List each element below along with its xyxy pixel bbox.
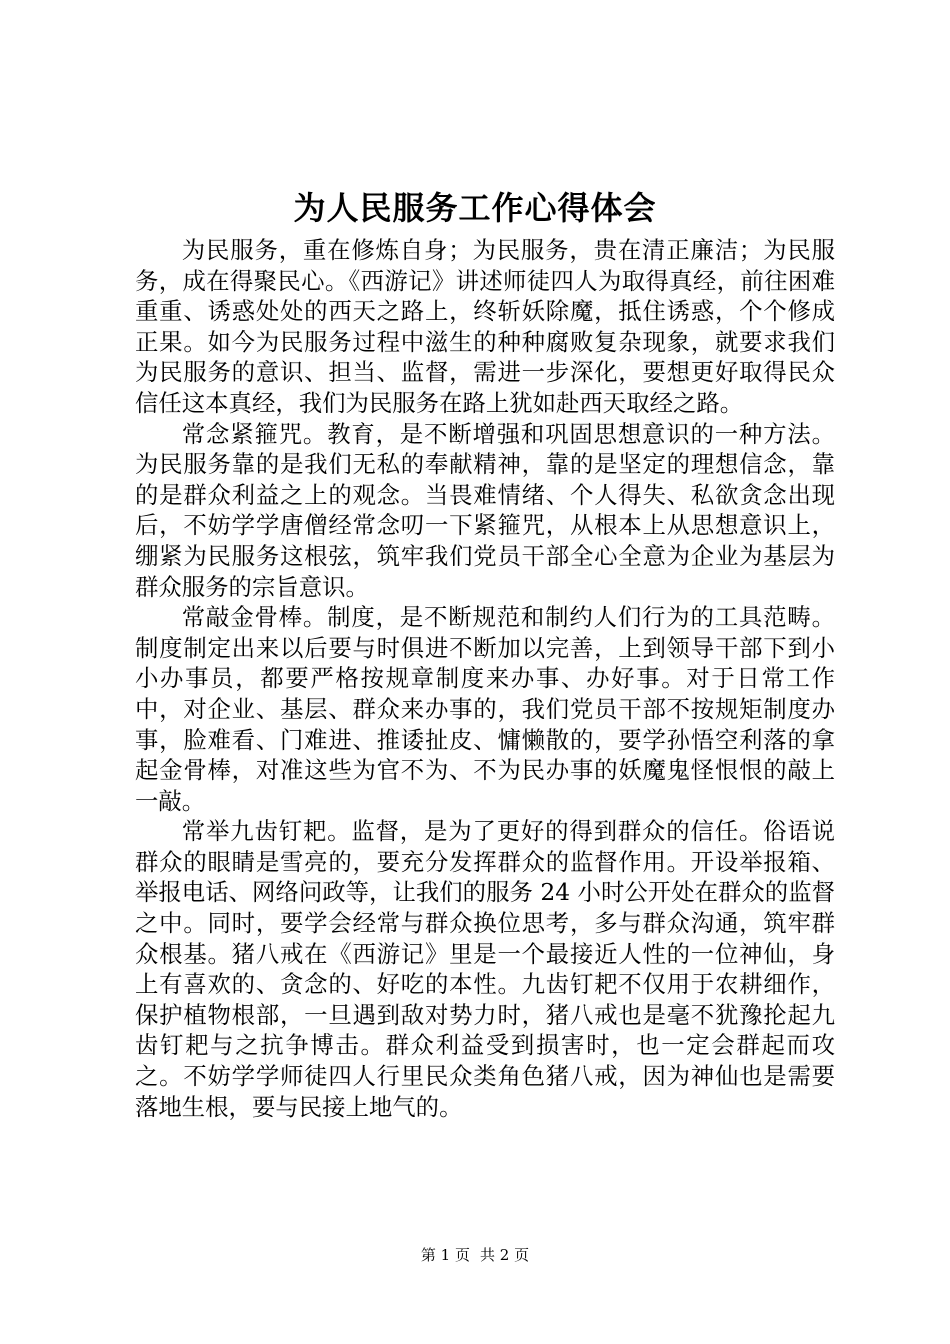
paragraph-education: 常念紧箍咒。教育，是不断增强和巩固思想意识的一种方法。为民服务靠的是我们无私的奉献精神，靠的是坚定的理想信念，靠的是群众利益之上的观念。当畏难情绪、个人得失、私欲贪念出现后，不妨学学唐僧经常念叨一下紧箍咒，从根本上从思想意识上，绷紧为民服务这根弦，筑牢我们党员干部全心全意为企业为基层为群众服务的宗旨意识。: [135, 419, 835, 601]
document-body: [135, 235, 835, 1122]
paragraph-system: 常敲金骨棒。制度，是不断规范和制约人们行为的工具范畴。制度制定出来以后要与时俱进不断加以完善，上到领导干部下到小小办事员，都要严格按规章制度来办事、办好事。对于日常工作中，对企业、基层、群众来办事的，我们党员干部不按规矩制度办事，脸难看、门难进、推诿扯皮、慵懒散的，要学孙悟空利落的拿起金骨棒，对准这些为官不为、不为民办事的妖魔鬼怪恨恨的敲上一敲。: [135, 603, 835, 815]
page-total: 共 2 页: [480, 1246, 530, 1264]
paragraph-supervision: 常举九齿钉耙。监督，是为了更好的得到群众的信任。俗语说群众的眼睛是雪亮的，要充分发挥群众的监督作用。开设举报箱、举报电话、网络问政等，让我们的服务 24 小时公开处在群众的监督之中。同时，要学会经常与群众换位思考，多与群众沟通，筑牢群众根基。猪八戒在《西游记》里是一个最接近人性的一位神仙，身上有喜欢的、贪念的、好吃的本性。九齿钉耙不仅用于农耕细作，保护植物根部，一旦遇到敌对势力时，猪八戒也是毫不犹豫抡起九齿钉耙与之抗争博击。群众利益受到损害时，也一定会群起而攻之。不妨学学师徒四人行里民众类角色猪八戒，因为神仙也是需要落地生根，要与民接上地气的。: [135, 817, 835, 1121]
page-footer: [0, 1244, 950, 1266]
page-number: 第 1 页: [420, 1246, 470, 1264]
paragraph-intro: 为民服务，重在修炼自身；为民服务，贵在清正廉洁；为民服务，成在得聚民心。《西游记》讲述师徒四人为取得真经，前往困难重重、诱惑处处的西天之路上，终斩妖除魔，抵住诱惑，个个修成正果。如今为民服务过程中滋生的种种腐败复杂现象，就要求我们为民服务的意识、担当、监督，需进一步深化，要想更好取得民众信任这本真经，我们为民服务在路上犹如赴西天取经之路。: [135, 236, 835, 417]
document-title: 为人民服务工作心得体会: [293, 189, 657, 227]
